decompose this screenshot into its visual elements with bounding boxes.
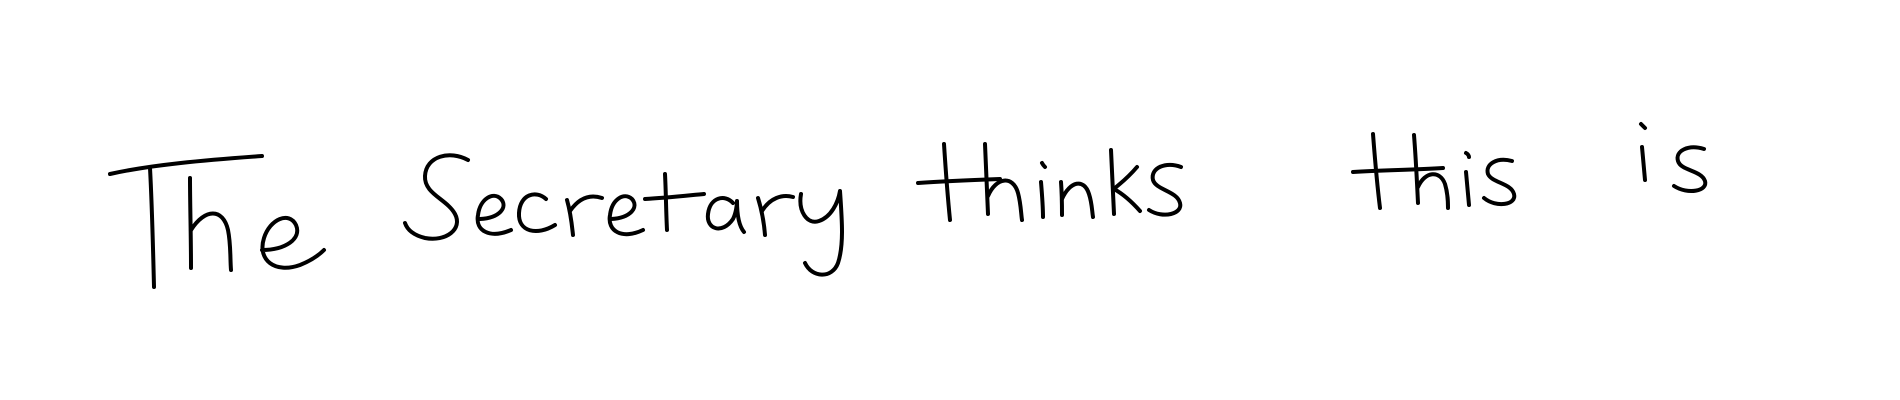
word-thinks — [918, 144, 1181, 220]
word-secretary — [405, 155, 842, 274]
word-is — [1641, 124, 1705, 191]
word-this — [1353, 134, 1514, 208]
word-the — [110, 156, 324, 287]
